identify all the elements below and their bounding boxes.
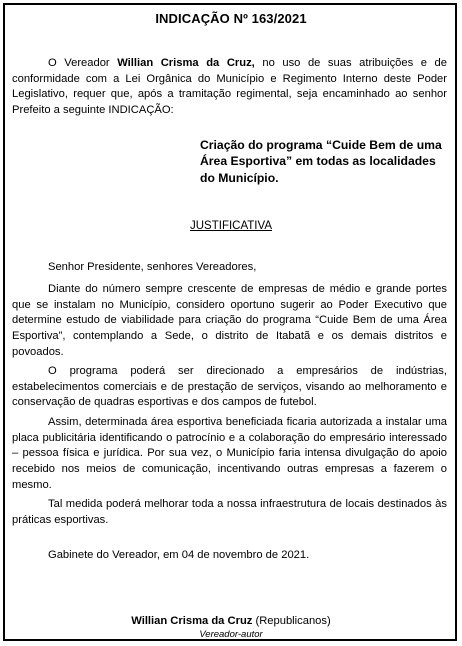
closing-line: Gabinete do Vereador, em 04 de novembro de 2021. (48, 549, 310, 561)
signature-role: Vereador-autor (199, 629, 263, 640)
intro-before-name: O Vereador (48, 57, 118, 69)
intro-after-name: no uso de suas atribuições e de conformidade com a Lei Orgânica do Município e Regimento Interno deste Poder Legislativo, requer que, após a tramitação regimental, seja encaminhado ao senhor Prefeito a seguinte INDICAÇÃO: (12, 57, 447, 117)
salutation: Senhor Presidente, senhores Vereadores, (48, 261, 257, 273)
body-paragraph-3: Assim, determinada área esportiva beneficiada ficaria autorizada a instalar uma placa publicitária identificando o patrocínio e a colaboração do empresário interessado – pessoa física e jurídica. Por sua vez, o Município faria intensa divulgação do apoio recebido nos meios de comunicação, incentivando outras empresas a fazerem o mesmo. (12, 416, 447, 491)
signature-line (0, 615, 462, 627)
document-title: INDICAÇÃO Nº 163/2021 (155, 11, 307, 26)
intro-paragraph (12, 56, 447, 119)
signature-party: (Republicanos) (252, 615, 331, 627)
body-paragraph-2: O programa poderá ser direcionado a empresários de indústrias, estabelecimentos comerciais e de prestação de serviços, visando ao melhoramento e conservação de quadras esportivas e dos campos de futebol. (12, 365, 447, 409)
body-paragraph-1: Diante do número sempre crescente de empresas de médio e grande portes que se instalam no Município, considero oportuno sugerir ao Poder Executivo que determine estudo de viabilidade para criação do programa “Cuide Bem de uma Área Esportiva”, contemplando a Sede, o distrito de Itabatã e os demais distritos e povoados. (12, 283, 447, 358)
intro-author-name: Willian Crisma da Cruz, (117, 57, 255, 69)
signature-name: Willian Crisma da Cruz (131, 615, 253, 627)
ementa-text: Criação do programa “Cuide Bem de uma Área Esportiva” em todas as localidades do Município. (200, 138, 442, 185)
body-paragraph-4: Tal medida poderá melhorar toda a nossa infraestrutura de locais destinados às práticas esportivas. (12, 498, 447, 526)
justificativa-heading: JUSTIFICATIVA (190, 220, 272, 232)
